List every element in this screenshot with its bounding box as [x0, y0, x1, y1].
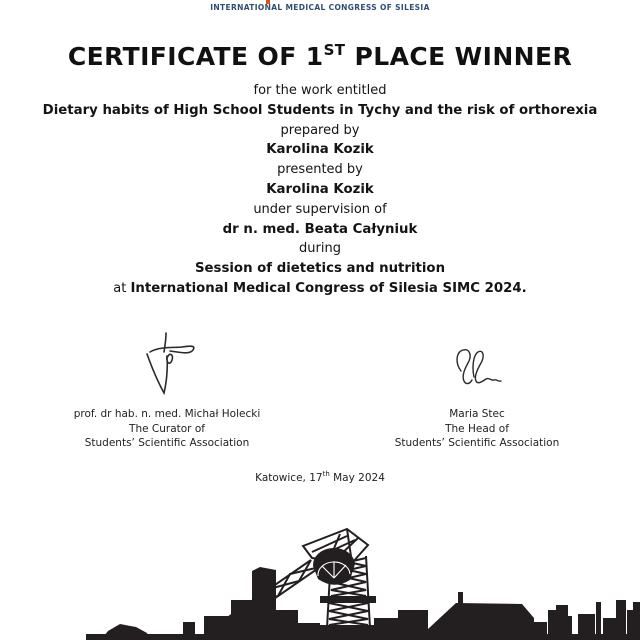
date-ordinal: th	[322, 469, 330, 478]
signature-left-icon	[130, 325, 210, 407]
signature-right-icon	[445, 342, 515, 392]
work-intro-line: for the work entitled	[253, 83, 387, 98]
during-label: during	[299, 241, 341, 257]
place-date-suffix: May 2024	[329, 472, 385, 484]
signatory-left	[57, 407, 277, 451]
prepared-by-label: prepared by	[280, 122, 360, 138]
certificate-title-prefix: CERTIFICATE OF 1	[67, 42, 324, 71]
signatory-right-name: Maria Stec	[449, 408, 505, 420]
congress-event-name: International Medical Congress of Silesia SIMC 2024.	[130, 280, 527, 296]
session-name: Session of dietetics and nutrition	[194, 261, 446, 277]
certificate-title-ordinal: ST	[323, 40, 346, 59]
at-label: at	[113, 280, 131, 296]
presented-by-label: presented by	[277, 162, 363, 178]
signatory-right-organization: Students’ Scientific Association	[394, 437, 560, 449]
prepared-by-name: Karolina Kozik	[266, 142, 374, 158]
certificate-title	[0, 42, 640, 71]
silesian-mine-skyline-icon	[0, 508, 640, 640]
signatory-right-role: The Head of	[445, 422, 509, 435]
certificate-body	[15, 81, 625, 299]
place-date-prefix: Katowice, 17	[255, 472, 323, 484]
supervision-label: under supervision of	[253, 201, 387, 217]
signatory-left-name: prof. dr hab. n. med. Michał Holecki	[73, 408, 261, 420]
presented-by-name: Karolina Kozik	[266, 181, 374, 197]
place-date-line	[0, 469, 640, 484]
signatory-right	[377, 407, 577, 451]
signatory-left-role: The Curator of	[129, 422, 205, 435]
supervisor-name: dr n. med. Beata Całyniuk	[222, 221, 418, 237]
work-title: Dietary habits of High School Students in Tychy and the risk of orthorexia	[42, 102, 598, 118]
certificate-title-suffix: PLACE WINNER	[345, 42, 573, 71]
signatory-left-organization: Students’ Scientific Association	[84, 437, 250, 449]
congress-event-line	[15, 279, 625, 299]
congress-name: INTERNATIONAL MEDICAL CONGRESS OF SILESIA	[210, 3, 430, 12]
